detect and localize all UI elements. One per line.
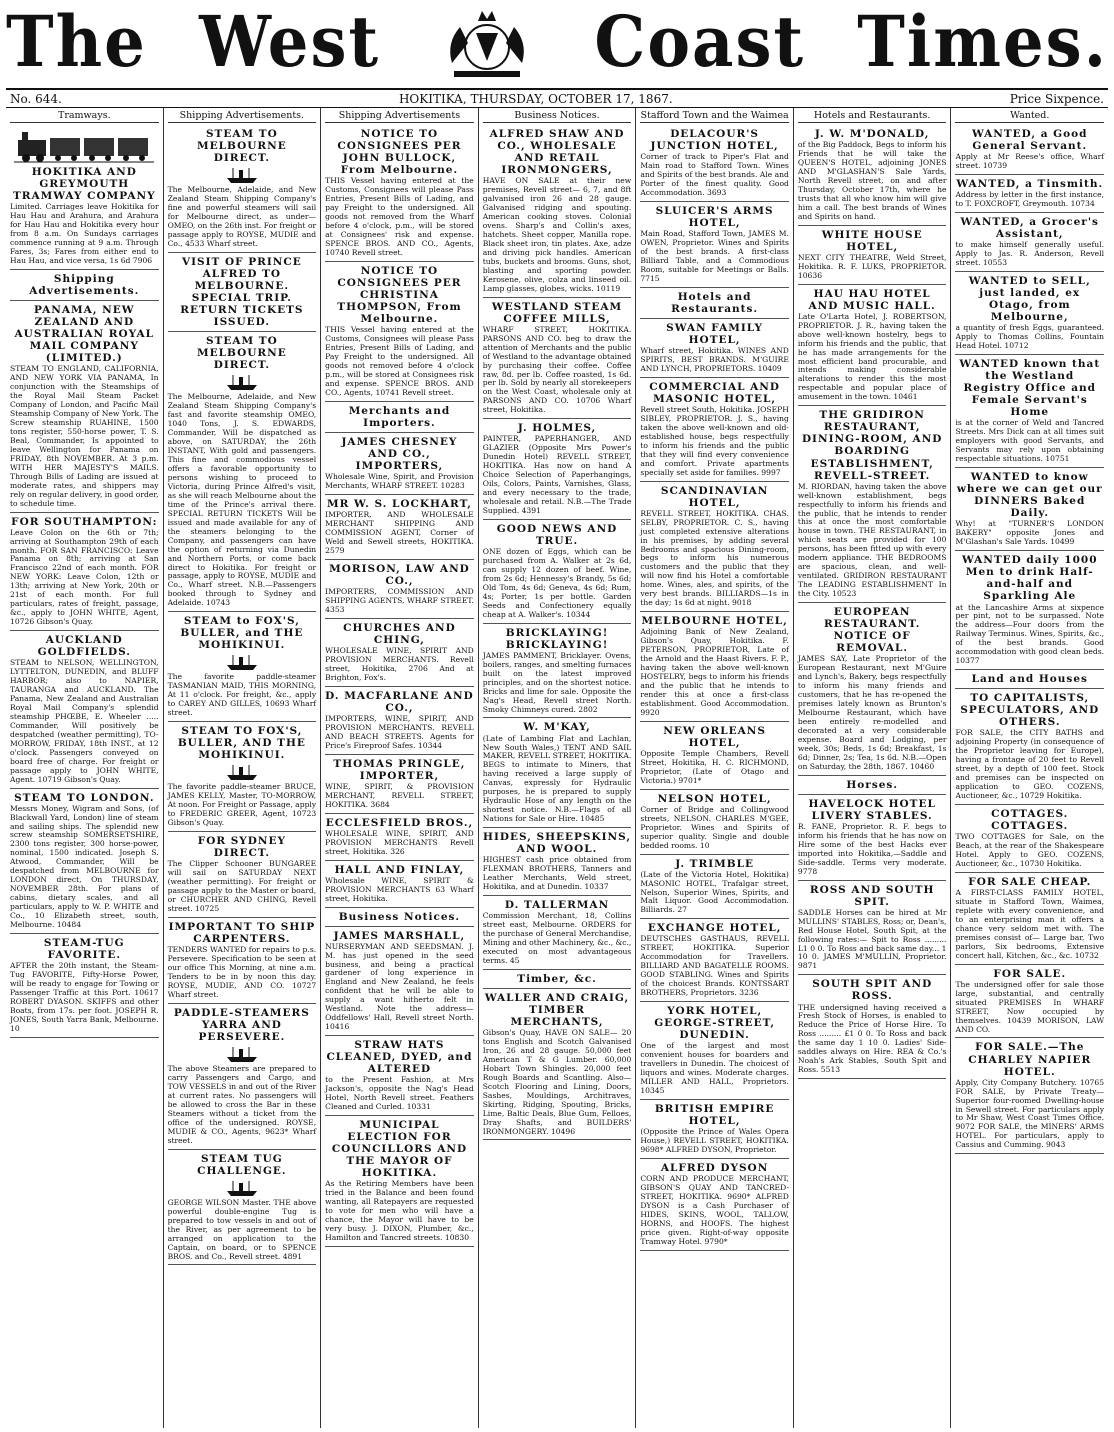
ad-body: The above Steamers are prepared to carry Passengers and Cargo, and TOW VESSELS in and out of the River at current rates. No passengers will be allowed to cross the Bar in these Steamers without a ticket from the office of the undersigned. ROYSE, MUDIE & CO., Agents, 9623* Wharf street. <box>167 1064 317 1145</box>
advertisement <box>640 1100 789 1159</box>
steamship-icon <box>225 373 259 391</box>
ad-body: NEXT CITY THEATRE, Weld Street, Hokitika. R. F. LUKS, PROPRIETOR. 10636 <box>797 252 947 280</box>
ad-body: Corner of track to Piper's Flat and Main road to Stafford Town. Wines and Spirits of the best brands. Ale and Porter of the finest quality. Good Accommodation. 3693 <box>640 152 789 197</box>
ad-title: FOR SALE CHEAP. <box>968 876 1092 889</box>
ad-body: Late O'Larta Hotel, J. ROBERTSON, PROPRIETOR. J. R., having taken the above well-known hostelry, begs to inform his friends and the public, that he has made arrangements for the most efficient band procurable, and intends making considerable alterations to render this the most respectable and popular place of amusement in the town. 10461 <box>797 311 947 402</box>
advertisement <box>10 125 159 270</box>
advertisement <box>325 125 474 262</box>
advertisement <box>640 125 789 202</box>
ad-body: WINE, SPIRIT, & PROVISION MERCHANT, REVELL STREET, HOKITIKA. 3684 <box>325 781 474 809</box>
ad-body: NURSERYMAN AND SEEDSMAN. J. M. has just opened in the seed business, and being a practical gardener of long experience in England and New Zealand, he feels confident that he will be able to supply a want hitherto felt in Westland. Note the address—Oddfellows' Hall, Revell street North. 10416 <box>325 941 474 1032</box>
ad-body: WHOLESALE WINE, SPIRIT AND PROVISION MERCHANTS. Revell street, Hokitika, 2706 And at Brighton, Fox's. <box>325 645 474 682</box>
ad-title: ECCLESFIELD BROS., <box>325 816 474 829</box>
advertisement <box>955 1038 1104 1154</box>
ad-title: STEAM TUG CHALLENGE. <box>197 1152 287 1177</box>
advertisement <box>10 270 159 301</box>
advertisement <box>955 873 1104 965</box>
ad-body: IMPORTERS, WINE, SPIRIT, AND PROVISION MERCHANTS. REVELL AND BEACH STREETS. Agents for Price's Fireproof Safes. 10344 <box>325 713 474 750</box>
ad-body: PAINTER, PAPERHANGER, AND GLAZIER (Opposite Mrs Power's Dunedin Hotel) REVELL STREET, HOKITIKA. Has now on hand A Choice Selection of Paperhangings, Oils, Colors, Paints, Varnishes, Glass, and every necessary to the trade, wholesale and retail. N.B.—The Trade Supplied. 4391 <box>482 434 632 515</box>
ad-title: ALFRED DYSON <box>660 1162 769 1175</box>
advertisement <box>10 934 159 1038</box>
title-word: Coast <box>594 1 806 84</box>
ad-title: STRAW HATS CLEANED, DYED, and ALTERED <box>326 1039 473 1076</box>
advertisement <box>955 805 1104 873</box>
ad-title: STEAM TO MELBOURNE DIRECT. <box>197 128 287 165</box>
ad-title: MELBOURNE HOTEL, <box>641 615 788 628</box>
ad-body: Opposite Temple Chambers, Revell Street, Hokitika, H. C. RICHMOND, Proprietor, (Late of Otago and Victoria.) 9701* <box>640 748 789 785</box>
ad-body: WHOLESALE WINE, SPIRIT, AND PROVISION MERCHANTS Revell street, Hokitika. 326 <box>325 828 474 856</box>
advertisement <box>325 495 474 560</box>
ad-title: ROSS AND SOUTH SPIT. <box>809 883 935 908</box>
ad-title: STEAM-TUG FAVORITE. <box>43 936 125 962</box>
advertisement <box>483 970 632 989</box>
column <box>636 108 794 1428</box>
advertisement <box>955 272 1104 355</box>
ad-body: Why! at "TURNER'S LONDON BAKERY" opposite Jones and M'Glashan's Sale Yards. 10499 <box>955 519 1105 547</box>
steamship-icon <box>225 166 259 184</box>
ad-title: HOKITIKA AND GREYMOUTH TRAMWAY COMPANY <box>12 166 156 203</box>
ad-body: Wholesale WINE, SPIRIT & PROVISION MERCHANTS 63 Wharf street, Hokitika. <box>325 875 474 903</box>
ad-title: FOR SALE. <box>993 967 1067 980</box>
advertisement <box>955 355 1104 468</box>
ad-body: JAMES PAMMENT, Bricklayer. Ovens, boilers, ranges, and smelting furnaces built on the latest improved principles, and on the shortest notice. Bricks and lime for sale. Opposite the Nag's Head, Revell street North. Smoky Chimneys cured. 2802 <box>482 650 632 714</box>
ad-title: SCANDINAVIAN HOTEL, <box>660 484 769 509</box>
advertisement <box>325 1036 474 1116</box>
price: Price Sixpence. <box>1009 92 1104 106</box>
ad-body: R. FANE, Proprietor. R. F. begs to inform his friends that he has now on Hire some of the best Hacks ever imported into Hokitika,—Saddle and Side-saddle. Terms very moderate. 9778 <box>797 821 947 876</box>
column <box>951 108 1108 1428</box>
masthead <box>6 0 1108 86</box>
advertisement <box>483 125 632 298</box>
advertisement <box>798 285 947 407</box>
ad-body: AFTER the 20th instant, the Steam-Tug FAVORITE, Fifty-Horse Power, will be ready to engage for Towing or Passenger Traffic at this Port. 10617 ROBERT DYASON. SKIFFS and other Boats, from 17s. per foot. JOSEPH R. JONES, South Yarra Bank, Melbourne. 10 <box>10 961 159 1033</box>
ad-body: REVELL STREET, HOKITIKA. CHAS. SELBY, PROPRIETOR. C. S., having just completed extensive alterations in his premises, by adding several Bedrooms and spacious Dining-room, begs to inform his numerous customers and the public that they will now find his Hotel a comfortable home. Wines, ales, and spirits, of the very best brands. BILLIARDS—1s in the day; 1s 6d at night. 9018 <box>640 508 789 608</box>
column-heading: Hotels and Restaurants. <box>798 108 947 123</box>
ad-title: EUROPEAN RESTAURANT. NOTICE OF REMOVAL. <box>823 606 921 655</box>
advertisement <box>640 482 789 613</box>
ad-title: VISIT OF PRINCE ALFRED TO MELBOURNE. SPECIAL TRIP. RETURN TICKETS ISSUED. <box>180 255 304 329</box>
advertisement <box>483 718 632 828</box>
ad-title: Land and Houses <box>971 673 1088 686</box>
advertisement <box>640 1002 789 1100</box>
ad-title: EXCHANGE HOTEL, <box>647 922 782 935</box>
ad-body: Leave Colon on the 6th or 7th; arriving at Southampton 29th of each month. FOR SAN FRANCISCO: Leave Panama on 8th; arriving at San Francisco 22nd of each month. FOR NEW YORK: Leave Colon, 12th or 13th; arriving at New York, 20th or 21st of each month. For full particulars, rates of freight, passage, &c., apply to JOHN WHITE, Agent, 10726 Gibson's Quay. <box>10 527 159 627</box>
ad-body: of the Big Paddock, Begs to inform his Friends that he will take the QUEEN'S HOTEL, adjoining JONES AND M'GLASHAN'S Sale Yards, North Revell street, on and after Thursday, October 17th, where he trusts that all who know him will give him a call. The best brands of Wines and Spirits on hand. <box>797 140 947 221</box>
ad-title: Merchants and Importers. <box>348 404 451 429</box>
steamship-icon <box>225 1179 259 1197</box>
advertisement <box>168 1150 317 1266</box>
ad-title: NOTICE TO CONSIGNEES PER JOHN BULLOCK, From Melbourne. <box>337 128 462 177</box>
ad-title: WALLER AND CRAIG, TIMBER MERCHANTS, <box>484 991 630 1028</box>
advertisement <box>798 406 947 603</box>
advertisement <box>10 301 159 513</box>
ad-title: THOMAS PRINGLE, IMPORTER, <box>333 757 466 782</box>
ad-body: One of the largest and most convenient houses for boarders and travellers in Dunedin. The choicest of liquors and wines. Moderate charges. MILLER AND HALL, Proprietors. 10345 <box>640 1041 789 1096</box>
advertisement <box>640 855 789 920</box>
ad-body: THIS Vessel having entered at the Customs, Consignees will please Pass Entries, Present Bills of Lading, and Pay Freight to the undersigned. All goods not removed before 4 o'clock p.m., will be stored at Consignees risk and expense. SPENCE BROS. AND CO., Agents, 10741 Revell street. <box>325 325 474 397</box>
ad-body: TENDERS WANTED for repairs to p.s. Persevere. Specification to be seen at our office This Morning, at nine a.m. Tenders to be in by noon this day. ROYSE, MUDIE, AND CO. 10727 Wharf street. <box>167 945 317 999</box>
advertisement <box>798 881 947 976</box>
advertisement <box>798 795 947 881</box>
ad-title: SLUICER'S ARMS HOTEL, <box>655 204 774 229</box>
ad-title: J. HOLMES, <box>517 422 597 435</box>
ad-title: DELACOUR'S JUNCTION HOTEL, <box>650 128 779 153</box>
ad-title: WANTED daily 1000 Men to drink Half-and-half and Sparkling Ale <box>961 554 1098 603</box>
royal-crest-icon <box>432 3 542 83</box>
ad-body: Gibson's Quay, HAVE ON SALE— 20 tons English and Scotch Galvanised Iron, 26 and 28 gauge. 50,000 feet American T & G Lumber. 60,000 Hobart Town Shingles. 20,000 feet Rough Boards and Scantling. Also— Scotch Flooring and Lining, Doors, Sashes, Mouldings, Architraves, Skirting, Ridging, Spouting, Bricks, Lime, Baltic Deals, Blue Gum, Felloes, Dray Shafts, and BUILDERS' IRONMONGERY. 10496 <box>482 1028 632 1136</box>
ad-title: YORK HOTEL, GEORGE-STREET, DUNEDIN. <box>654 1005 775 1042</box>
ad-body: HIGHEST cash price obtained from FLEXMAN BROTHERS, Tanners and Leather Merchants, Weld street, Hokitika, and at Dunedin. 10337 <box>482 855 632 892</box>
advertisement <box>10 513 159 632</box>
advertisement <box>483 298 632 420</box>
ad-title: JAMES CHESNEY AND CO., IMPORTERS, <box>341 435 458 473</box>
ad-body: GEORGE WILSON Master. THE above powerful double-engine Tug is prepared to tow vessels in and out of the River, as per agreement to be arranged on application to the Captain, on board, or to SPENCE BROS. and Co., Revell street. 4891 <box>167 1197 317 1261</box>
ad-title: WANTED, a Grocer's Assistant, <box>960 216 1099 241</box>
ad-title: NOTICE TO CONSIGNEES PER CHRISTINA THOMPSON, From Melbourne. <box>337 264 462 326</box>
ad-title: STEAM to FOX'S, BULLER, and THE MOHIKINUI. <box>180 615 304 652</box>
advertisement <box>325 560 474 619</box>
ad-body: Apply at Mr Reese's office, Wharf street. 10739 <box>955 152 1105 171</box>
ad-title: TO CAPITALISTS, SPECULATORS, AND OTHERS. <box>960 692 1100 729</box>
ad-title: STEAM TO MELBOURNE DIRECT. <box>197 335 287 372</box>
ad-body: FOR SALE, the CITY BATHS and adjoining Property (in consequence of the Proprietor leaving for Europe), having a frontage of 20 feet to Revell street, by a depth of 100 feet. Stock and premises can be inspected on application to GEO. COZENS, Auctioneer, &c., 10729 Hokitika. <box>955 728 1105 801</box>
advertisement <box>640 722 789 790</box>
advertisement <box>640 1159 789 1251</box>
ad-body: M. RIORDAN, having taken the above well-known establishment, begs respectfully to inform his friends and the public, that he intends to render this at once the most comfortable house in town. THE RESTAURANT, in which seats are provided for 100 persons, has been fitted up with every modern appliance. THE BEDROOMS are spacious, clean, and well-ventilated. GRIDIRON RESTAURANT The LEADING ESTABLISHMENT In the City. 10523 <box>797 481 947 599</box>
advertisement <box>168 332 317 612</box>
ad-body: WHARF STREET, HOKITIKA. PARSONS AND CO. beg to draw the attention of Merchants and the public of Westland to the advantage obtained by purchasing their coffee. Coffee raw, 8d. per lb. Coffee roasted, 1s 6d. per lb. Sold by nearly all storekeepers on the West Coast, wholesale only at PARSONS AND CO. 10706 Wharf street, Hokitika. <box>482 324 632 415</box>
advertisement <box>640 378 789 482</box>
column-heading: Wanted. <box>955 108 1104 123</box>
advertisement <box>325 1116 474 1247</box>
ad-title: HAU HAU HOTEL AND MUSIC HALL. <box>808 287 936 312</box>
ad-title: WANTED known that the Westland Registry Office and Female Servant's Home <box>959 358 1101 419</box>
ad-body: CORN AND PRODUCE MERCHANT, GIBSON'S QUAY AND TANCRED-STREET, HOKITIKA. 9690* ALFRED DYSON is a Cash Purchaser of HIDES, SKINS, WOOL, TALLOW, HORNS, and HOOFS. The highest price given. Right-of-way opposite Tramway Hotel. 9790* <box>640 1174 789 1246</box>
ad-body: The undersigned offer for sale those large, substantial, and centrally situated PREMISES In WHARF STREET, Now occupied by themselves. 10439 MORISON, LAW AND CO. <box>955 979 1105 1034</box>
ad-body: to make himself generally useful. Apply to Jas. R. Anderson, Revell street. 10553 <box>955 240 1105 268</box>
advertisement <box>168 918 317 1004</box>
ad-title: STEAM TO FOX'S, BULLER, AND THE MOHIKINUI. <box>177 725 306 762</box>
ad-title: Horses. <box>846 778 898 791</box>
ad-body: Apply, City Company Butchery. 10765 FOR SALE, by Private Treaty—Superior four-roomed Dwelling-house in Sewell street. For particulars apply to Mr Shaw, West Coast Times Office. 9072 FOR SALE, the MINERS' ARMS HOTEL. For particulars, apply to Cassius and Cumming. 9043 <box>955 1077 1105 1150</box>
advertisement <box>168 125 317 253</box>
ad-title: IMPORTANT TO SHIP CARPENTERS. <box>168 921 316 946</box>
advertisement <box>955 468 1104 551</box>
ad-title: NEW ORLEANS HOTEL, <box>663 724 766 749</box>
ad-title: GOOD NEWS AND TRUE. <box>496 522 618 547</box>
ad-body: JAMES SAY, Late Proprietor of the European Restaurant, next M'Guire and Lynch's, Bakery, begs respectfully to inform his many friends and customers, that he has re-opened the premises lately known as Brunton's Melbourne Restaurant, which have been entirely re-modelled and decorated at a very considerable expense. Board and Lodging, per week, 30s; Beds, 1s 6d; Breakfast, 1s 6d; Dinner, 2s; Tea, 1s 6d. N.B.—Open on Saturday, the 28th, 1867. 10460 <box>797 654 947 771</box>
ad-body: The Melbourne, Adelaide, and New Zealand Steam Shipping Company's fine and powerful steamers will sail for Melbourne direct, as under— OMEO, on the 26th inst. For freight or passage apply to ROYSE, MUDIE and Co., 4533 Wharf street. <box>167 185 317 248</box>
ad-title: COMMERCIAL AND MASONIC HOTEL, <box>649 380 780 405</box>
ad-body: IMPORTER, AND WHOLESALE MERCHANT SHIPPING AND COMMISSION AGENT, Corner of Weld and Sewell streets, HOKITIKA. 2579 <box>325 510 474 555</box>
ad-body: THE undersigned having received a Fresh Stock of Horses, is enabled to Reduce the Price of Horse Hire. To Ross ......... £1 0 0. To Ross and back the same day 1 10 0. Ladies' Side-saddles always on Hire. REA & Co.'s Noah's Ark Stables, South Spit and Ross. 5513 <box>797 1002 947 1075</box>
column <box>321 108 479 1428</box>
advertisement <box>640 790 789 855</box>
advertisement <box>483 520 632 624</box>
advertisement <box>168 832 317 918</box>
advertisement <box>798 975 947 1079</box>
ad-title: PANAMA, NEW ZEALAND AND AUSTRALIAN ROYAL MAIL COMPANY (LIMITED.) <box>14 303 155 365</box>
column-heading: Business Notices. <box>483 108 632 123</box>
ad-body: THIS Vessel having entered at the Customs, Consignees will please Pass Entries, Present Bills of Lading, and pay Freight to the undersigned. All goods not removed from the Wharf before 4 o'clock, p.m., will be stored at Consignees' risk and expense. SPENCE BROS. AND CO., Agents, 10740 Revell street. <box>325 176 474 257</box>
ad-body: HAVE ON SALE at their new premises, Revell street— 6, 7, and 8ft galvanised iron 26 and 28 gauge. Galvanised ridging and spouting. American cooking stoves. Colonial ovens. Sharp's and Collin's axes, hatchets. Sheet copper, Manilla rope. Black sheet iron, tin plates. Axe, adze and driving pick handles. American tubs, buckets and brooms. Guns, shot, blasting and sporting powder. Kerosene, olive, colza and linseed oil. Lamp glasses, globes, wicks. 10119 <box>482 176 632 293</box>
steamship-icon <box>225 1045 259 1063</box>
ad-body: Main Road, Stafford Town, JAMES M. OWEN, Proprietor. Wines and Spirits of the best brands. A first-class Billiard Table, and a Commodious Room, suitable for Meetings or Balls. 7715 <box>640 229 789 283</box>
ad-body: Commission Merchant, 18, Collins street east, Melbourne. ORDERS for the purchase of General Merchandise, Mining and other Machinery, &c., &c., executed on most advantageous terms. 45 <box>482 911 632 965</box>
advertisement <box>640 319 789 378</box>
advertisement <box>325 433 474 495</box>
ad-body: Corner of Bridge and Collingwood streets, NELSON. CHARLES M'GEE, Proprietor. Wines and Spirits of superior quality. Single and double bedded rooms. 10 <box>640 804 789 850</box>
ad-title: Timber, &c. <box>517 972 597 985</box>
ad-title: D. TALLERMAN <box>504 899 610 912</box>
ad-title: WANTED, a Tinsmith. <box>956 178 1104 191</box>
advertisement <box>955 125 1104 175</box>
ad-title: FOR SALE.—The CHARLEY NAPIER HOTEL. <box>968 1041 1092 1078</box>
ad-title: FOR SOUTHAMPTON: <box>11 515 158 528</box>
title-word: Times. <box>857 1 1108 84</box>
advertisement <box>325 755 474 814</box>
advertisement <box>640 202 789 288</box>
column <box>794 108 952 1428</box>
ad-title: J. W. M'DONALD, <box>814 128 930 140</box>
ad-body: Wholesale Wine, Spirit, and Provision Merchants, WHARF STREET. 10283 <box>325 472 474 491</box>
ad-title: BRICKLAYING! BRICKLAYING! <box>505 626 609 651</box>
advertisement <box>325 619 474 687</box>
ad-title: COTTAGES. COTTAGES. <box>991 808 1069 833</box>
ad-title: MR W. S. LOCKHART, <box>326 497 472 510</box>
advertisement <box>798 603 947 776</box>
ad-title: D. MACFARLANE AND CO., <box>325 689 474 714</box>
advertisement <box>483 624 632 719</box>
ad-title: J. TRIMBLE <box>675 857 754 870</box>
advertisement <box>483 419 632 520</box>
ad-title: Hotels and Restaurants. <box>671 290 759 315</box>
ad-title: THE GRIDIRON RESTAURANT, DINING-ROOM, AND BOARDING ESTABLISHMENT, REVELL-STREET. <box>801 409 943 482</box>
advertisement <box>955 175 1104 213</box>
ad-body: (Opposite the Prince of Wales Opera House,) REVELL STREET, HOKITIKA. 9698* ALFRED DYSON, Proprietor. <box>640 1127 789 1155</box>
ad-body: to the Present Fashion, at Mrs Jackson's, opposite the Nag's Head Hotel, North Revell street. Feathers Cleaned and Curled. 10331 <box>325 1075 474 1112</box>
ad-title: WESTLAND STEAM COFFEE MILLS, <box>491 300 623 325</box>
ad-body: The favorite paddle-steamer TASMANIAN MAID, THIS MORNING, At 11 o'clock. For freight, &c., apply to CAREY AND GILLES, 10693 Wharf street. <box>167 672 317 718</box>
place-date: HOKITIKA, THURSDAY, OCTOBER 17, 1867. <box>398 92 673 106</box>
advertisement <box>955 965 1104 1039</box>
dateline <box>6 88 1108 108</box>
advertisement <box>955 670 1104 689</box>
advertisement <box>168 253 317 332</box>
ad-body: Limited. Carriages leave Hokitika for Hau Hau and Arahura, and Arahura for Hau Hau and Hokitika every hour from 8 a.m. On Sundays carriages commence running at 9 a.m. Through Fares, 3s; Fares from either end to Hau Hau, and vice versa, 1s 6d 7906 <box>10 202 159 265</box>
ad-body: STEAM TO ENGLAND, CALIFORNIA, AND NEW YORK VIA PANAMA, In conjunction with the Steamships of the Royal Mail Steam Packet Company of London, and Pacific Mail Steamship Company of New York. The Screw steamship RUAHINE, 1500 tons register, 550-horse power, T. S. Beal, Commander, Is appointed to leave Wellington for Panama on FRIDAY, 8th NOVEMBER. At 3 p.m. WITH HER MAJESTY'S MAILS. Through Bills of Lading are issued at moderate rates, and shippers may rely on regular delivery, in good order, to schedule time. <box>10 364 159 508</box>
ad-title: AUCKLAND GOLDFIELDS. <box>37 634 131 659</box>
ad-body: STEAM to NELSON, WELLINGTON, LYTTELTON, DUNEDIN, and BLUFF HARBOR; also to NAPIER, TAURANGA and AUCKLAND. The Panama, New Zealand and Australian Royal Mail Company's splendid steamship PHŒBE, E. Wheeler ..... Commander, Will positively be despatched (weather permitting), TO-MORROW, FRIDAY, 18th INST., at 12 o'clock. Passengers conveyed on board free of charge. For freight or passage apply to JOHN WHITE, Agent. 10719 Gibson's Quay. <box>10 658 159 784</box>
ad-title: WANTED to know where we can get our DINNERS Baked Daily. <box>956 471 1103 520</box>
ad-title: ALFRED SHAW AND CO., WHOLESALE AND RETAIL IRONMONGERS, <box>489 128 625 177</box>
ad-body: Messrs Money, Wigram and Sons, (of Blackwall Yard, London) line of steam and sailing ships. The splendid new screw steamship SOMERSETSHIRE, 2300 tons register, 300 horse-power, nominal, 1500 indicated. Joseph S. Atwood, Commander, Will be despatched from MELBOURNE for LONDON direct, On THURSDAY, NOVEMBER 28th. For plans of cabins, dietary scales, and all particulars, apply to W. P. WHITE and Co., 10 Elizabeth street, south, Melbourne. 10484 <box>10 803 159 930</box>
ad-body: Address by letter in the first instance, to T. FOXCROFT, Greymouth. 10734 <box>955 190 1105 209</box>
ad-title: NELSON HOTEL, <box>657 792 772 805</box>
ad-body: A FIRST-CLASS FAMILY HOTEL, situate in Stafford Town, Waimea, replete with every convenience, and to an enterprising man it offers a chance very seldom met with. The premises consist of— Large bar, Two parlors, Six bedrooms, Extensive concert hall, Kitchen, &c., &c. 10732 <box>955 888 1105 960</box>
ad-body: is at the corner of Weld and Tancred Streets. Mrs Dick can at all times suit employers with good Servants, and Servants may rely upon obtaining respectable situations. 10751 <box>955 418 1105 464</box>
issue-number: No. 644. <box>10 92 62 106</box>
ad-body: Revell street South, Hokitika. JOSEPH SIBLEY, PROPRIETOR. J. S., having taken the above well-known and old-established house, begs respectfully to inform his friends and the public that they will find every convenience and comfort. Private apartments specially set aside for families. 9997 <box>640 404 789 477</box>
ad-body: Wharf street, Hokitika. WINES AND SPIRITS, BEST BRANDS. M'GUIRE AND LYNCH, PROPRIETORS. 10409 <box>640 345 789 373</box>
ad-title: SOUTH SPIT AND ROSS. <box>812 978 933 1003</box>
advertisement <box>10 631 159 788</box>
column-heading: Shipping Advertisements <box>325 108 474 123</box>
title-word: West <box>199 1 381 84</box>
advertisement <box>798 776 947 795</box>
column-heading: Stafford Town and the Waimea <box>640 110 789 121</box>
ad-body: (Late of the Victoria Hotel, Hokitika) MASONIC HOTEL, Trafalgar street, Nelson, Superior Wines, Spirits, and Malt Liquor. Good Accommodation. Billiards. 27 <box>640 869 789 915</box>
column <box>479 108 637 1428</box>
advertisement <box>640 612 789 722</box>
ad-title: CHURCHES AND CHING, <box>343 621 456 646</box>
ad-title: BRITISH EMPIRE HOTEL, <box>654 1103 775 1128</box>
ad-body: The favorite paddle-steamer BRUCE, JAMES KELLY, Master, TO-MORROW, At noon. For Freight or Passage, apply to FREDERIC GREER, Agent, 10723 Gibson's Quay. <box>167 782 317 828</box>
ad-body: a quantity of fresh Eggs, guaranteed. Apply to Thomas Collins, Fountain Head Hotel. 10712 <box>955 323 1105 351</box>
advertisement <box>325 927 474 1037</box>
ad-title: FOR SYDNEY DIRECT. <box>197 835 286 860</box>
steamship-icon <box>225 653 259 671</box>
advertisement <box>955 689 1104 805</box>
ad-title: STEAM TO LONDON. <box>14 791 155 804</box>
advertisement <box>168 722 317 832</box>
title-word: The <box>6 1 147 84</box>
ad-body: IMPORTERS, COMMISSION AND SHIPPING AGENTS, WHARF STREET. 4353 <box>325 586 474 614</box>
ad-title: JAMES MARSHALL, <box>333 929 466 942</box>
ad-title: MORISON, LAW AND CO., <box>329 562 470 587</box>
advertisement <box>483 896 632 970</box>
ad-body: The Melbourne, Adelaide, and New Zealand Steam Shipping Company's fast and favorite steamship OMEO, 1040 Tons, J. S. EDWARDS, Commander, Will be dispatched as above, on SATURDAY, the 26th INSTANT, With gold and passengers. This fine and commodious vessel offers a favorable opportunity to persons wishing to proceed to Victoria, during Prince Alfred's visit, as she will reach Melbourne about the time of the Prince's arrival there. SPECIAL RETURN TICKETS Will be issued and made available for any of the steamers belonging to the Company, and passengers can have the option of returning via Dunedin and Northern Ports, or come back direct to Hokitika. For freight or passage, apply to ROYSE, MUDIE and Co., Wharf street. N.B.—Passengers booked through to Sydney and Adelaide. 10743 <box>167 392 317 608</box>
ad-body: TWO COTTAGES for Sale, on the Beach, at the rear of the Shakespeare Hotel. Apply to GEO. COZENS, Auctioneer, &c., 10730 Hokitika. <box>955 832 1105 869</box>
ad-body: ONE dozen of Eggs, which can be purchased from A. Walker at 2s 6d, can supply 12 dozen of beef. Wine, from 2s 6d; Hennessy's Brandy, 5s 6d; Old Tom, 4s 6d; Geneva, 4s 6d; Rum, 4s; Porter, 1s per bottle. Garden Seeds and Confectionery equally cheap at A. Walker's. 10344 <box>482 547 632 619</box>
ad-body: As the Retiring Members have been tried in the Balance and been found wanting, all Ratepayers are requested to vote for men who will have a chance, the Mayor will have to be very busy. J. DIXON, Plumber, &c., Hamilton and Tancred streets. 10830 <box>325 1179 474 1243</box>
advertisement <box>168 612 317 722</box>
advertisement <box>325 861 474 908</box>
steamship-icon <box>225 763 259 781</box>
ad-title: HALL AND FINLAY, <box>334 863 465 876</box>
ad-title: HIDES, SHEEPSKINS, AND WOOL. <box>483 831 631 856</box>
column <box>164 108 322 1428</box>
advertisement <box>640 288 789 319</box>
advertisement <box>325 262 474 402</box>
ad-title: SWAN FAMILY HOTEL, <box>666 321 764 346</box>
advertisement <box>798 226 947 285</box>
ad-title: PADDLE-STEAMERS YARRA AND PERSEVERE. <box>173 1006 310 1044</box>
advertisement <box>325 814 474 861</box>
column-heading: Shipping Advertisements. <box>168 108 317 123</box>
advertisement <box>955 551 1104 670</box>
ad-body: SADDLE Horses can be hired at Mr MULLINS' STABLES, Ross; or, Dean's, Red House Hotel, South Spit, at the following rates:— Spit to Ross ......... L1 0 0. To Ross and back same day... 1 10 0. JAMES M'MULLIN, Proprietor. 9871 <box>797 907 947 971</box>
ad-body: The Clipper Schooner BUNGAREE will sail on SATURDAY NEXT (weather permitting). For freight or passage apply to the Master or board, or CHURCHER AND CHING, Revell street. 10725 <box>167 859 317 914</box>
ad-body: DEUTSCHES GASTHAUS, REVELL STREET, HOKITIKA. Superior Accommodation for Travellers. BILLIARD AND BAGATELLE ROOMS. GOOD STABLING. Wines and Spirits of the choicest Brands. KONTSSART BROTHERS, Proprietors. 3236 <box>640 934 789 998</box>
advertisement <box>483 828 632 896</box>
ad-title: MUNICIPAL ELECTION FOR COUNCILLORS AND THE MAYOR OF HOKITIKA. <box>331 1119 468 1180</box>
column-heading: Tramways. <box>10 108 159 123</box>
ad-body: (Late of Lambing Flat and Lachlan, New South Wales,) TENT AND SAIL MAKER, REVELL STREET, HOKITIKA. BEGS to intimate to Miners, that having received a large supply of Canvas, expressly for Hydraulic purposes, he is prepared to supply Hydraulic Hose of any length on the shortest notice. N.B.—Flags of all Nations for Sale or Hire. 10485 <box>482 733 632 824</box>
advertisement <box>168 1004 317 1150</box>
ad-title: WANTED to SELL, just landed, ex Otago, from Melbourne, <box>968 274 1091 324</box>
advertisement <box>325 687 474 755</box>
column <box>6 108 164 1428</box>
advertisement <box>483 989 632 1141</box>
advertisement <box>325 402 474 433</box>
advertisement <box>640 919 789 1002</box>
columns <box>6 108 1108 1428</box>
ad-body: at the Lancashire Arms at sixpence per pint, not to be surpassed. Note the address—Four doors from the Railway Terminus. Wines, Spirits, &c., of the best brands. Good accommodation with good clean beds. 10377 <box>955 602 1105 666</box>
ad-title: W. M'KAY, <box>523 721 591 734</box>
ad-title: Shipping Advertisements. <box>29 272 140 297</box>
ad-title: HAVELOCK HOTEL LIVERY STABLES. <box>808 797 936 822</box>
advertisement <box>325 908 474 927</box>
ad-title: WANTED, a Good General Servant. <box>972 128 1088 153</box>
ad-body: Adjoining Bank of New Zealand, Gibson's Quay, Hokitika. F. PETERSON, PROPRIETOR, Late of the Arnold and the Haast Rivers. F. P., having taken the above well-known HOSTELRY, begs to inform his friends and the public that he intends to render this at once a first-class establishment. Good Accommodation. 9920 <box>640 627 789 717</box>
advertisement <box>10 789 159 934</box>
advertisement <box>798 125 947 226</box>
ad-title: Business Notices. <box>338 910 461 923</box>
tram-engraving-icon <box>14 130 154 164</box>
advertisement <box>955 213 1104 272</box>
ad-title: WHITE HOUSE HOTEL, <box>821 228 923 253</box>
